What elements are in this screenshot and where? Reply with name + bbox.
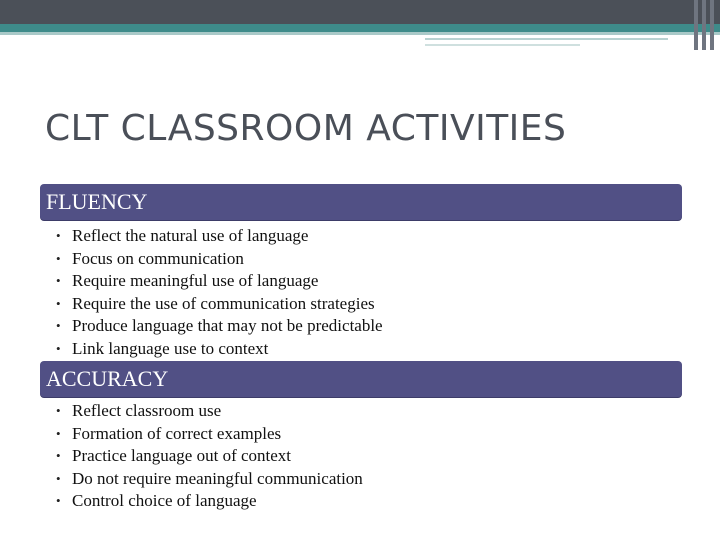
- list-item: • Control choice of language: [56, 491, 257, 510]
- list-item: • Produce language that may not be predictable: [56, 316, 383, 335]
- header-accent-stripe: [0, 24, 720, 32]
- accuracy-heading: ACCURACY: [40, 361, 682, 397]
- fluency-heading: FLUENCY: [40, 184, 682, 220]
- list-item: • Reflect the natural use of language: [56, 226, 309, 245]
- corner-decoration: [690, 0, 720, 50]
- accuracy-list: [56, 400, 363, 513]
- fluency-list: [56, 225, 383, 360]
- list-item: • Require the use of communication strategies: [56, 293, 375, 313]
- slide-title: CLT CLASSROOM ACTIVITIES: [45, 108, 567, 149]
- list-item: • Require meaningful use of language: [56, 271, 319, 290]
- header-decor-line-short: [425, 44, 580, 46]
- header-decor-line: [425, 38, 668, 40]
- header-band: [0, 0, 720, 24]
- list-item: • Reflect classroom use: [56, 401, 222, 420]
- list-item: • Formation of correct examples: [56, 423, 282, 443]
- list-item: • Practice language out of context: [56, 446, 292, 465]
- header-divider-line: [0, 32, 720, 35]
- list-item: • Do not require meaningful communication: [56, 468, 363, 488]
- list-item: • Link language use to context: [56, 338, 269, 358]
- list-item: • Focus on communication: [56, 248, 244, 268]
